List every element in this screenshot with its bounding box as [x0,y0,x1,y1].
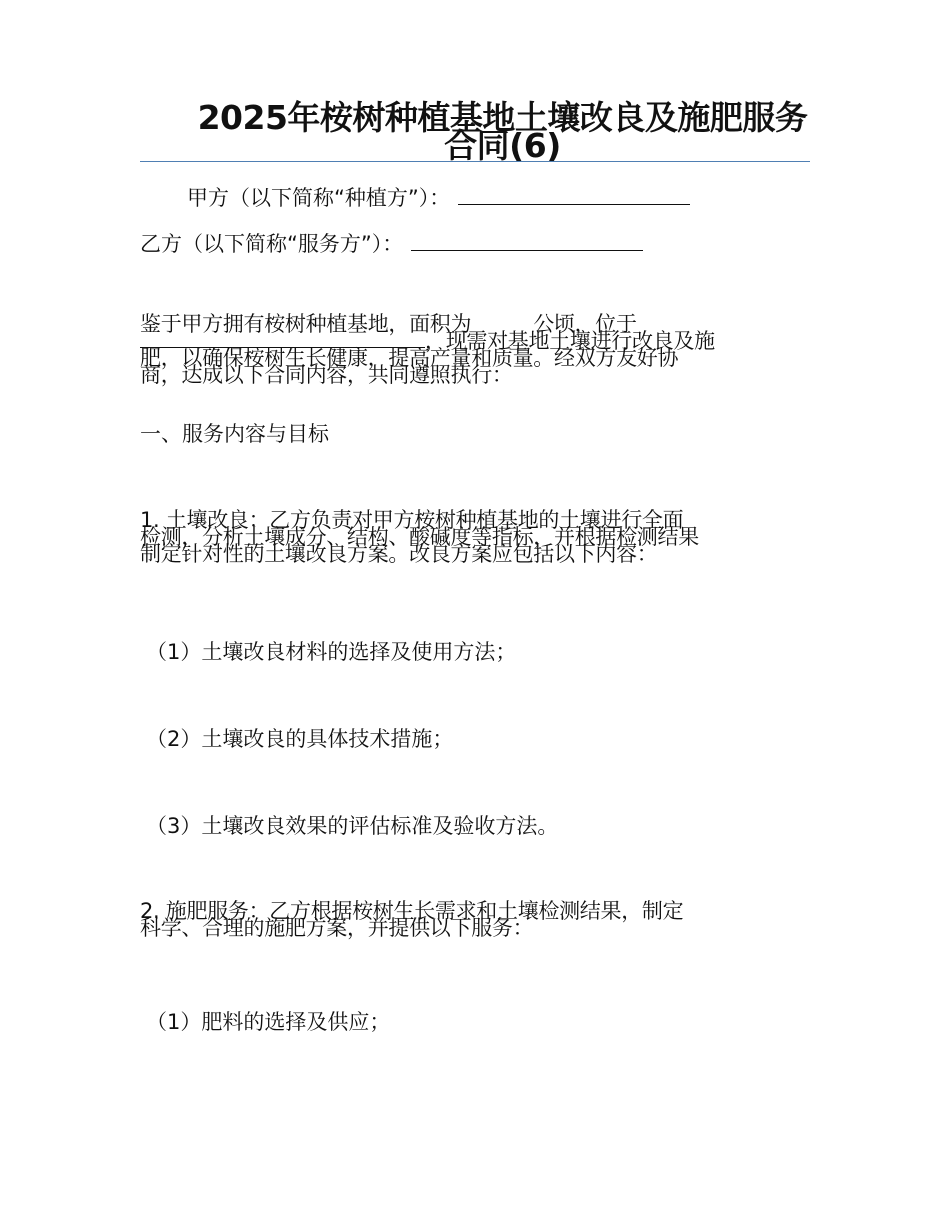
item-1-sub-2: （2）土壤改良的具体技术措施； [146,727,454,751]
preamble-line-4: 商，达成以下合同内容，共同遵照执行： [140,363,513,387]
preamble-text-1b: 公顷，位于 [533,312,637,336]
title-divider [140,161,810,162]
item-2-paragraph [140,899,790,940]
section-heading-1: 一、服务内容与目标 [140,422,329,446]
item-1-line-3: 制定针对性的土壤改良方案。改良方案应包括以下内容： [140,542,658,566]
preamble-line-3: 肥，以确保桉树生长健康，提高产量和质量。经双方友好协 [140,346,679,370]
item-2-line-1: 2. 施肥服务：乙方根据桉树生长需求和土壤检测结果，制定 [140,899,684,923]
item-1-sub-3: （3）土壤改良效果的评估标准及验收方法。 [146,814,559,838]
party-a-blank [458,184,690,205]
item-1-sub-1: （1）土壤改良材料的选择及使用方法； [146,640,517,664]
item-1-paragraph [140,508,812,566]
party-b-label: 乙方（以下简称“服务方”）： [140,232,404,256]
item-2-line-2: 科学、合理的施肥方案，并提供以下服务： [140,916,534,940]
item-1-line-1: 1. 土壤改良：乙方负责对甲方桉树种植基地的土壤进行全面 [140,508,684,532]
preamble-paragraph [140,312,790,387]
party-b-blank [411,230,643,251]
preamble-text-1a: 鉴于甲方拥有桉树种植基地，面积为 [140,312,472,336]
party-a-label: 甲方（以下简称“种植方”）： [187,186,451,210]
party-b-line [140,230,643,256]
item-1-line-2: 检测，分析土壤成分、结构、酸碱度等指标，并根据检测结果 [140,525,699,549]
page-title: 2025年桉树种植基地土壤改良及施肥服务合同(6) [197,98,808,165]
item-2-sub-1: （1）肥料的选择及供应； [146,1010,391,1034]
party-a-line [187,184,690,210]
preamble-text-2: ，现需对基地土壤进行改良及施 [425,329,715,353]
